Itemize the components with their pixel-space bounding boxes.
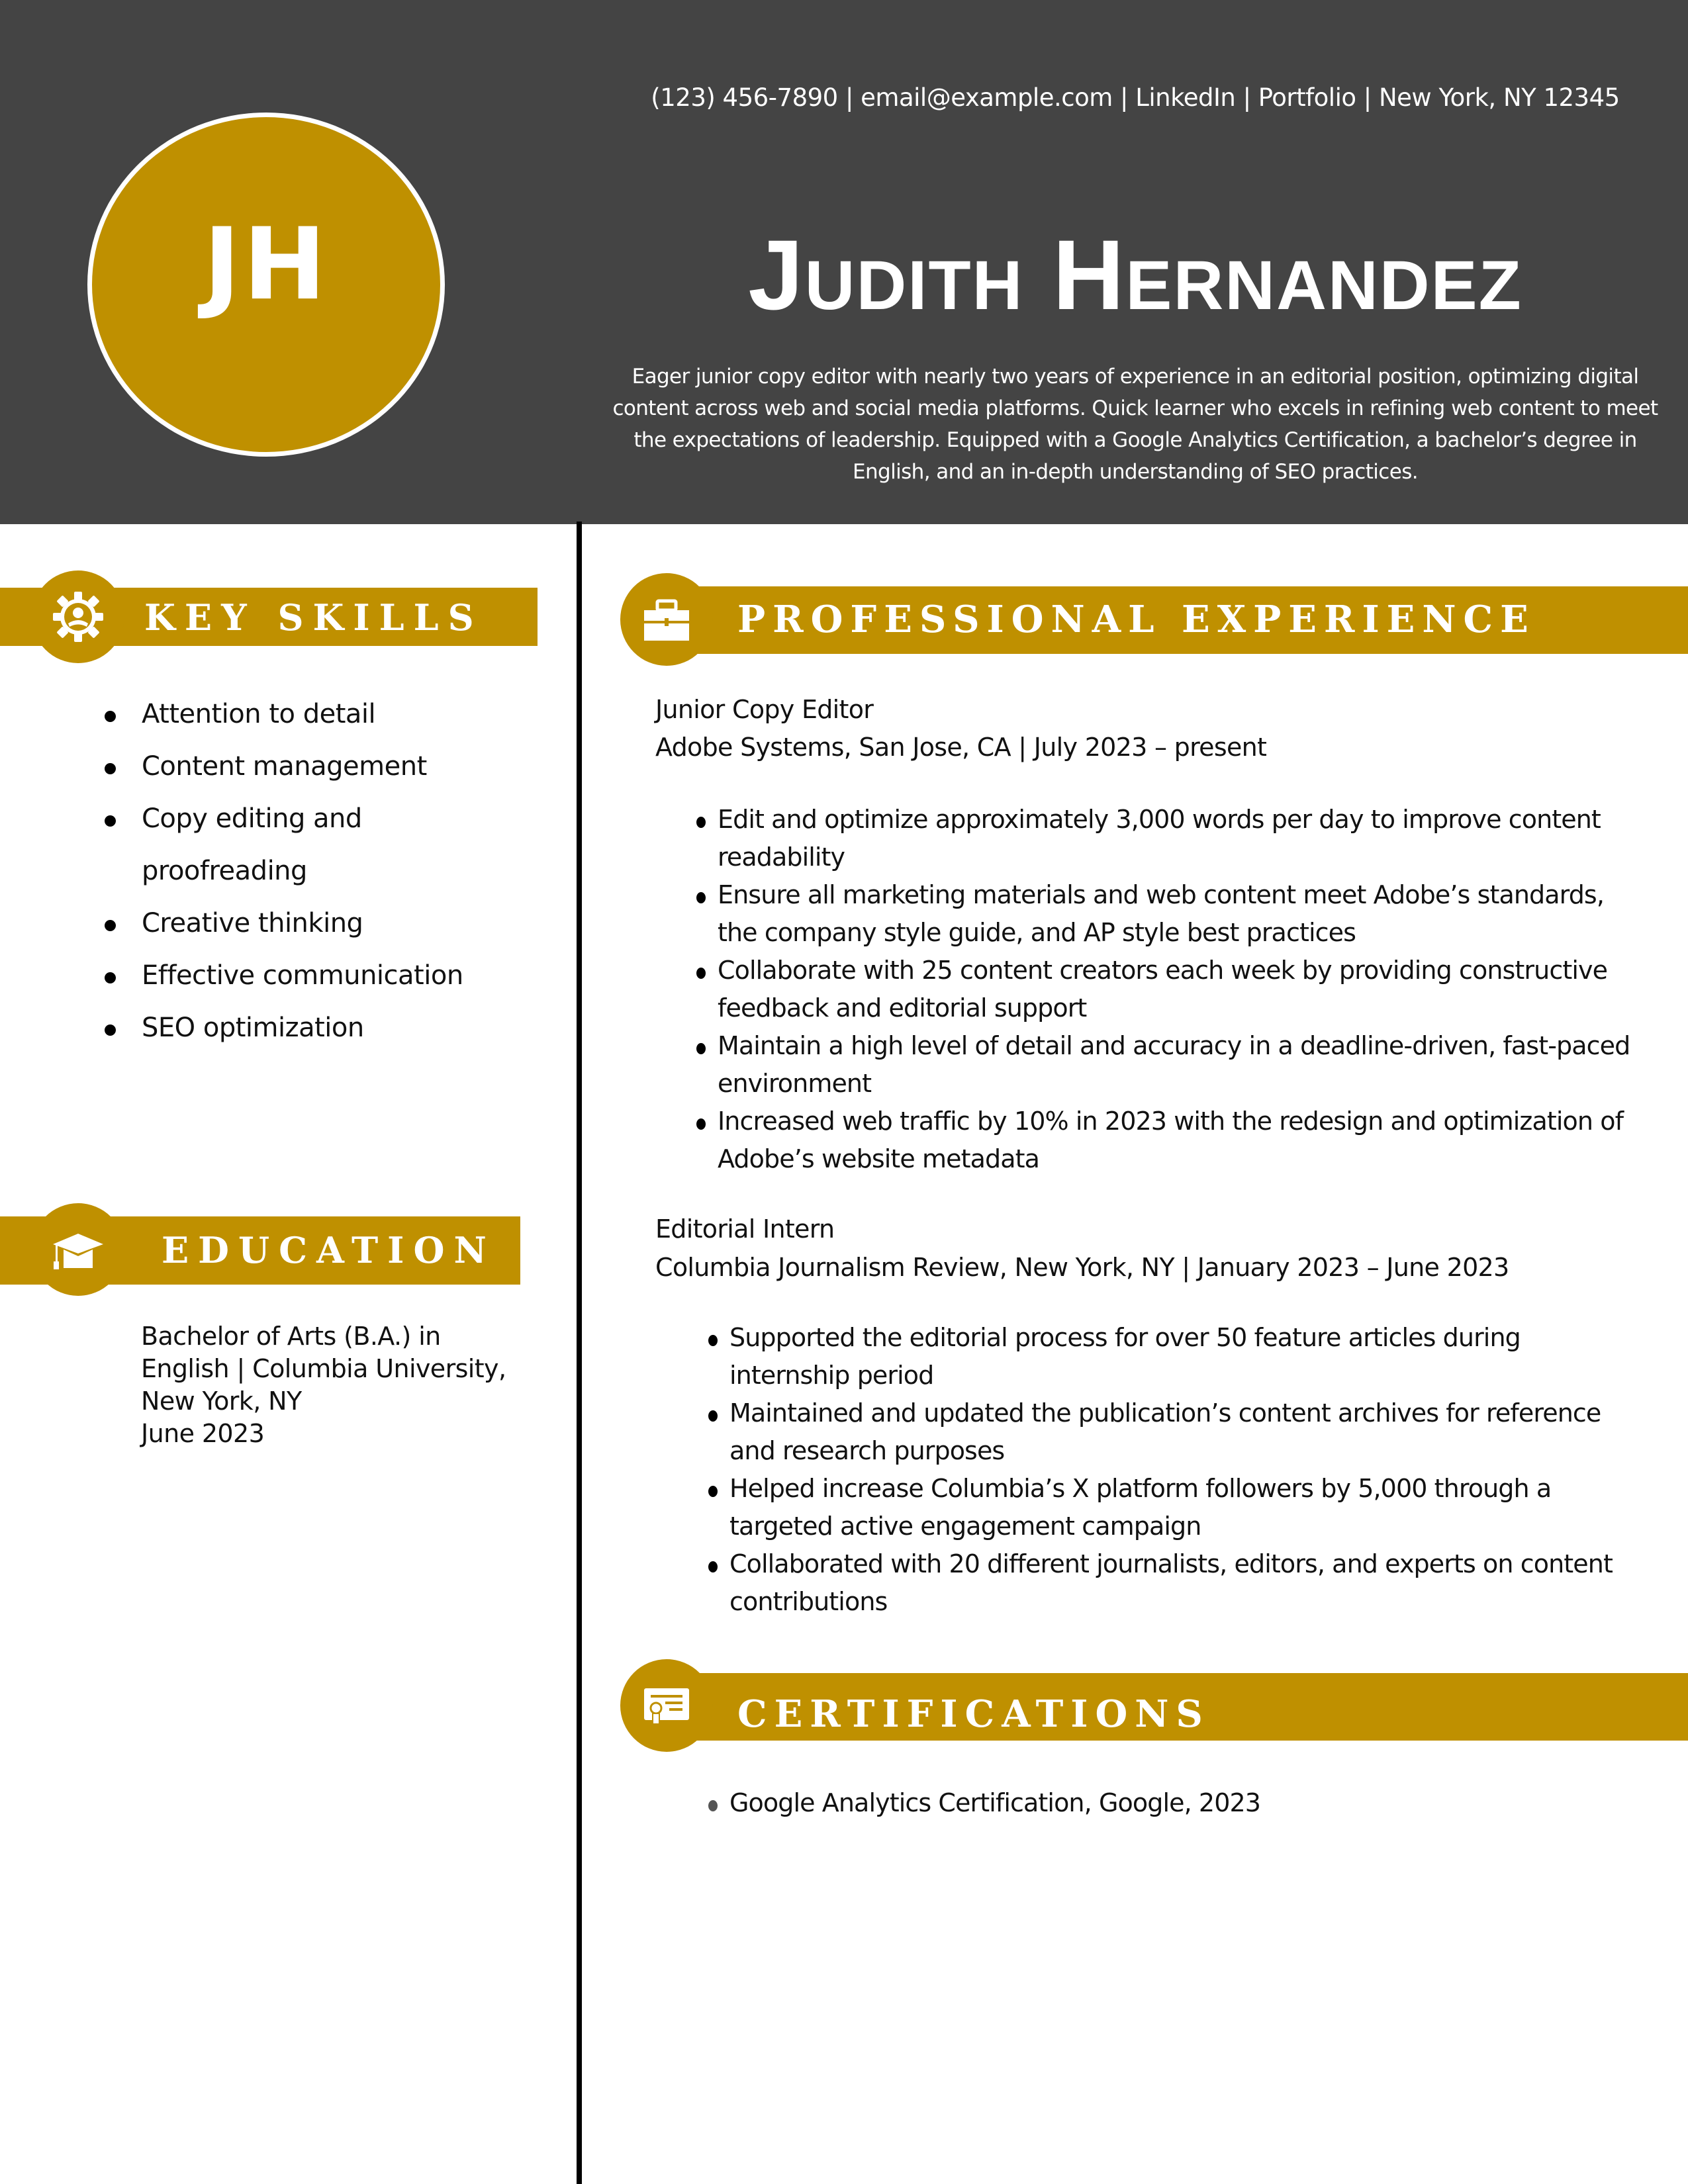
education-entry <box>141 1320 506 1450</box>
briefcase-icon <box>639 592 694 647</box>
job-bullet: Collaborate with 25 content creators each week by providing constructive feedback and editorial support <box>695 952 1635 1027</box>
school-line: English | Columbia University, <box>141 1354 506 1383</box>
professional-summary: Eager junior copy editor with nearly two years of experience in an editorial position, optimizing digital content across web and social media platforms. Quick learner who excels in refining web content to meet the expectations of leadership. Equipped with a Google Analytics Certification, a bachelor’s degree in English, and an in-depth understanding of SEO practices. <box>612 365 1658 484</box>
monogram-avatar <box>87 113 445 457</box>
skill-item: Copy editing and proofreading <box>99 793 393 897</box>
graduation-cap-icon <box>50 1222 106 1277</box>
job-meta: Adobe Systems, San Jose, CA | July 2023 – present <box>655 733 1267 762</box>
job-bullet: Increased web traffic by 10% in 2023 with the redesign and optimization of Adobe’s website metadata <box>695 1103 1635 1178</box>
job-bullets <box>707 1319 1640 1621</box>
key-skills-icon-badge <box>32 570 124 663</box>
certificate-icon <box>639 1678 694 1733</box>
education-icon-badge <box>32 1203 124 1296</box>
certifications-icon-badge <box>620 1659 713 1752</box>
job-title: Editorial Intern <box>655 1214 835 1244</box>
graduation-date: June 2023 <box>141 1419 265 1448</box>
certifications-list <box>707 1784 1647 1822</box>
job-bullet: Supported the editorial process for over 50 feature articles during internship period <box>707 1319 1640 1394</box>
skills-list <box>99 688 512 1054</box>
job-bullet: Maintained and updated the publication’s content archives for reference and research purposes <box>707 1394 1640 1470</box>
header <box>0 0 1688 524</box>
education-title: EDUCATION <box>162 1229 496 1271</box>
skill-item: Creative thinking <box>99 897 512 950</box>
job-bullet: Helped increase Columbia’s X platform followers by 5,000 through a targeted active engagement campaign <box>707 1470 1640 1545</box>
job-bullet: Collaborated with 20 different journalists, editors, and experts on content contributions <box>707 1545 1640 1621</box>
location-line: New York, NY <box>141 1387 302 1416</box>
job-bullets <box>695 801 1635 1178</box>
candidate-name: Judith Hernandez <box>748 219 1523 330</box>
certification-item: Google Analytics Certification, Google, 2023 <box>707 1784 1647 1822</box>
experience-title: PROFESSIONAL EXPERIENCE <box>737 598 1536 641</box>
job-bullet: Edit and optimize approximately 3,000 words per day to improve content readability <box>695 801 1635 876</box>
skill-item: SEO optimization <box>99 1002 512 1054</box>
job-meta: Columbia Journalism Review, New York, NY | January 2023 – June 2023 <box>655 1253 1509 1282</box>
skill-item: Content management <box>99 741 512 793</box>
skill-item: Effective communication <box>99 950 512 1002</box>
degree-line: Bachelor of Arts (B.A.) in <box>141 1322 441 1351</box>
job-bullet: Maintain a high level of detail and accuracy in a deadline-driven, fast-paced environment <box>695 1027 1635 1103</box>
gear-person-icon <box>50 589 106 645</box>
key-skills-title: KEY SKILLS <box>144 596 483 639</box>
monogram-initials: JH <box>203 207 329 322</box>
contact-line: (123) 456-7890 | email@example.com | LinkedIn | Portfolio | New York, NY 12345 <box>651 83 1620 112</box>
job-bullet: Ensure all marketing materials and web content meet Adobe’s standards, the company style guide, and AP style best practices <box>695 876 1635 952</box>
job-title: Junior Copy Editor <box>655 695 874 724</box>
column-divider <box>577 522 582 2184</box>
certifications-title: CERTIFICATIONS <box>737 1692 1210 1736</box>
experience-icon-badge <box>620 573 713 666</box>
skill-item: Attention to detail <box>99 688 512 741</box>
